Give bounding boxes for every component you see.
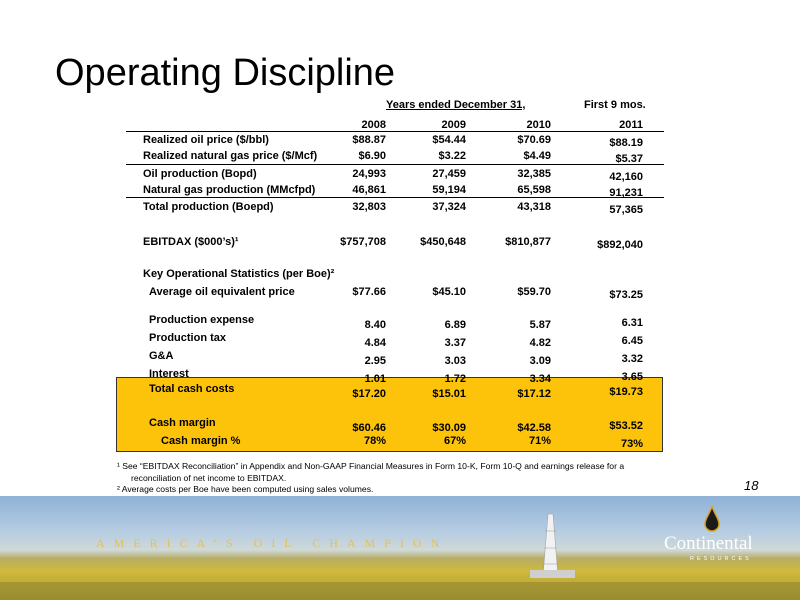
row-value: $5.37 — [615, 153, 643, 165]
row-value: 37,324 — [432, 201, 466, 213]
row-value: 3.03 — [444, 355, 466, 367]
row-value: 6.31 — [621, 317, 643, 329]
row-value: $42.58 — [517, 422, 551, 434]
column-header-2011: 2011 — [619, 119, 643, 131]
row-label: Cash margin — [149, 417, 216, 429]
row-value: $70.69 — [517, 134, 551, 146]
company-logo: Continental — [664, 533, 753, 554]
row-label: Oil production (Bopd) — [143, 168, 257, 180]
row-label: Production tax — [149, 332, 227, 344]
column-header-2010: 2010 — [526, 119, 551, 131]
row-value: 1.01 — [364, 373, 386, 385]
row-label: Key Operational Statistics (per Boe)² — [143, 268, 335, 280]
row-value: 24,993 — [352, 168, 386, 180]
row-value: 59,194 — [432, 184, 466, 196]
row-value: $73.25 — [609, 289, 643, 301]
row-label: EBITDAX ($000’s)¹ — [143, 236, 239, 248]
row-label: Realized oil price ($/bbl) — [143, 134, 269, 146]
footer-slogan: AMERICA’S OIL CHAMPION — [96, 536, 449, 550]
row-value: $4.49 — [523, 150, 551, 162]
row-value: 27,459 — [432, 168, 466, 180]
row-label: Interest — [149, 368, 189, 380]
row-value: $892,040 — [597, 239, 643, 251]
divider-oil-gas — [126, 164, 664, 165]
row-value: 4.84 — [364, 337, 386, 349]
row-value: $59.70 — [517, 286, 551, 298]
row-value: 46,861 — [352, 184, 386, 196]
row-value: 91,231 — [609, 187, 643, 199]
row-value: $810,877 — [505, 236, 551, 248]
row-value: 71% — [528, 435, 551, 447]
divider-total-production — [126, 197, 664, 198]
column-header-2008: 2008 — [361, 119, 386, 131]
row-value: 2.95 — [364, 355, 386, 367]
row-value: 1.72 — [444, 373, 466, 385]
oil-drop-icon — [702, 504, 722, 534]
row-label: G&A — [149, 350, 174, 362]
row-value: 43,318 — [517, 201, 551, 213]
row-label: Realized natural gas price ($/Mcf) — [143, 150, 318, 162]
row-value: 8.40 — [364, 319, 386, 331]
row-value: 3.65 — [621, 371, 643, 383]
row-value: $45.10 — [432, 286, 466, 298]
row-value: $54.44 — [432, 134, 466, 146]
row-value: $30.09 — [432, 422, 466, 434]
row-label: Natural gas production (MMcfpd) — [143, 184, 316, 196]
row-value: 67% — [443, 435, 466, 447]
row-value: $88.19 — [609, 137, 643, 149]
row-value: 6.89 — [444, 319, 466, 331]
row-value: 3.09 — [529, 355, 551, 367]
row-value: 32,803 — [352, 201, 386, 213]
footer-banner — [0, 496, 800, 600]
row-value: $450,648 — [420, 236, 466, 248]
page-number: 18 — [744, 478, 759, 493]
row-value: $17.12 — [517, 388, 551, 400]
row-value: $60.46 — [352, 422, 386, 434]
row-value: $53.52 — [609, 420, 643, 432]
row-value: 4.82 — [529, 337, 551, 349]
footnote-1-continued: reconciliation of net income to EBITDAX. — [131, 473, 287, 483]
row-value: $77.66 — [352, 286, 386, 298]
row-label: Total production (Boepd) — [143, 201, 274, 213]
footnote-2: ² Average costs per Boe have been computed using sales volumes. — [117, 484, 374, 494]
table-header-first-9-mos: First 9 mos. — [584, 99, 646, 111]
row-value: $757,708 — [340, 236, 386, 248]
row-value: 57,365 — [609, 204, 643, 216]
row-value: $15.01 — [432, 388, 466, 400]
column-header-2009: 2009 — [441, 119, 466, 131]
row-value: 42,160 — [609, 171, 643, 183]
row-value: 78% — [363, 435, 386, 447]
row-value: $17.20 — [352, 388, 386, 400]
row-value: 3.37 — [444, 337, 466, 349]
row-value: 32,385 — [517, 168, 551, 180]
table-header-years: Years ended December 31, — [386, 99, 526, 111]
row-value: 73% — [620, 438, 643, 450]
row-value: $88.87 — [352, 134, 386, 146]
row-label: Total cash costs — [149, 383, 235, 395]
row-value: 6.45 — [621, 335, 643, 347]
row-value: 3.32 — [621, 353, 643, 365]
row-value: $6.90 — [358, 150, 386, 162]
footnote-1: ¹ See “EBITDAX Reconciliation” in Appendix and Non-GAAP Financial Measures in Form 10-K, Form 10-Q and earnings release for a — [117, 461, 625, 471]
row-label: Cash margin % — [161, 435, 241, 447]
row-value: $3.22 — [438, 150, 466, 162]
page-title: Operating Discipline — [55, 52, 396, 94]
row-value: $19.73 — [609, 386, 643, 398]
row-value: 65,598 — [517, 184, 551, 196]
row-value: 3.34 — [529, 373, 551, 385]
row-label: Average oil equivalent price — [149, 286, 295, 298]
row-label: Production expense — [149, 314, 255, 326]
company-logo-subtitle: RESOURCES — [690, 556, 752, 562]
row-value: 5.87 — [529, 319, 551, 331]
